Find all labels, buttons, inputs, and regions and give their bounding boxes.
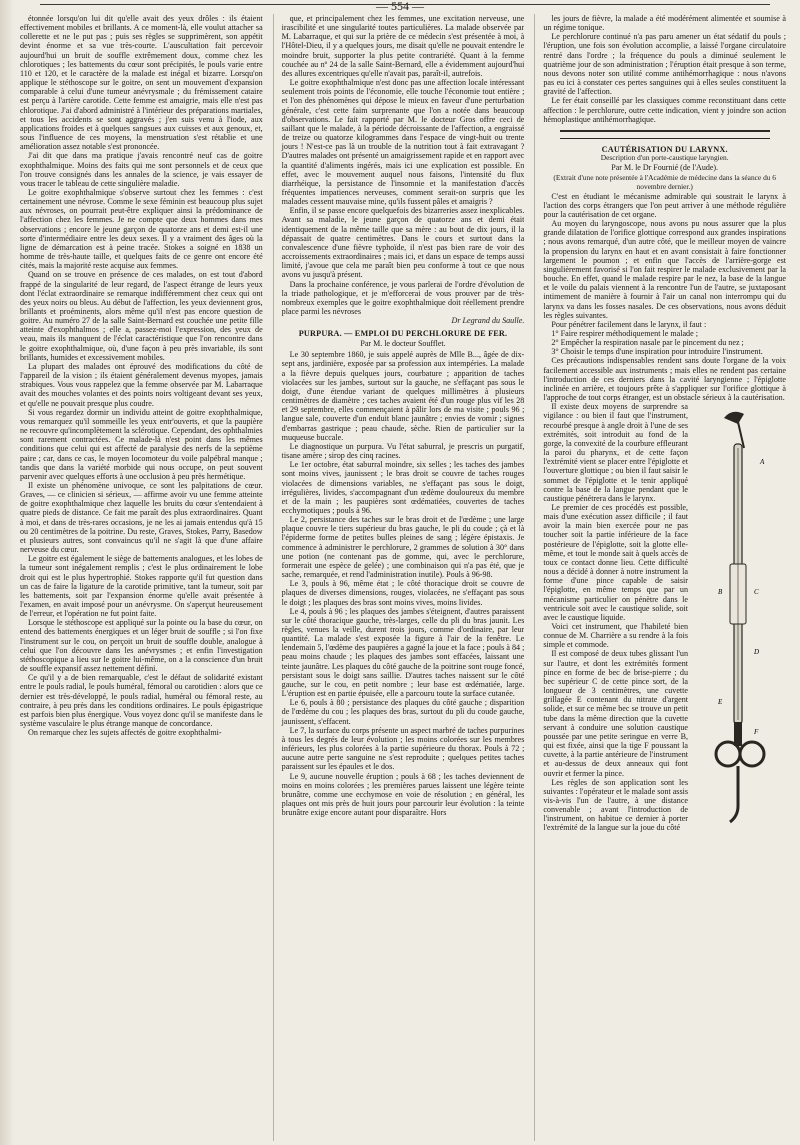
paragraph: On remarque chez les sujets affectés de goitre exophthalmi- xyxy=(28,728,222,738)
paragraph: Il existe deux moyens de surprendre sa vigilance : ou bien il faut que l'instrument, recourbé presque à angle droit à l'une de ses extrémités, soit introduit au fond de la gorge, la convexité de la courbure effleurant la paroi du pharynx, et de cette façon l'extrémité vient se placer entre l'épiglotte et l'ouverture glottique ; ou bien il faut saisir le sommet de l'épiglotte et le tenir appliqué contre la base de la langue pendant que le caustique pénétrera dans le larynx. xyxy=(543,402,689,503)
figure-label-d: D xyxy=(754,648,760,657)
paragraph: Le 30 septembre 1860, je suis appelé auprès de Mlle B..., âgée de dix-sept ans, jardinière, exposée par sa profession aux intempéries. La malade a la fièvre depuis quelques jours, courbature ; apparition de taches violacées sur les jambes, surtout sur la gauche, ne s'effaçant pas sous le doigt, d'une étendue variant de quelques millimètres à plusieurs centimètres de diamètre ; ces taches avaient été d'un rouge plus vif les 28 et 29 septembre, elles commençaient à pâlir lors de ma visite ; pouls 96 ; langue sale, couverte d'un enduit blanc jaunâtre ; envies de vomir ; signes d'embarras gastrique ; peau chaude, sèche. Rien de particulier sur la muqueuse buccale. xyxy=(281,350,525,442)
paragraph: Ces précautions indispensables rendent sans doute l'organe de la voix facilement accessible aux instruments ; mais elles ne rendent pas certaine l'introduction de ces derniers dans la cavité laryngienne ; l'épiglotte inclinée en arrière, et toujours prête à s'appliquer sur l'orifice glottique à l'approche de tout corps étranger, est un obstacle sérieux à la cautérisation. xyxy=(543,356,787,403)
list-item: 2° Empêcher la respiration nasale par le pincement du nez ; xyxy=(551,338,744,348)
list-item: 1° Faire respirer méthodiquement le malade ; xyxy=(551,329,698,338)
paragraph: Pour pénétrer facilement dans le larynx, il faut : xyxy=(551,319,707,329)
paragraph: La plupart des malades ont éprouvé des modifications du côté de l'appareil de la vision ; ils étaient généralement devenus myopes, jamais strabiques. Vous vous rappelez que la femme observée par M. Labarraque avait des mouches volantes et des points noirs voltigeant devant ses yeux, et qu'elle ne pouvait presque plus coudre. xyxy=(20,361,263,408)
page-number: — 554 — xyxy=(376,0,424,13)
paragraph: Quand on se trouve en présence de ces malades, on est tout d'abord frappé de la singularité de leur regard, de l'aspect étrange de leurs yeux dont l'éclat extraordinaire se remarque indifféremment chez ceux qui ont des yeux noirs ou bleus. Au début de l'affection, les yeux deviennent gros, brillants et proéminents, alors même qu'il n'est pas encore question de goitre. Au numéro 27 de la salle Saint-Bernard est couchée une petite fille atteinte d'exophthalmos ; elle a, passez-moi l'expression, des yeux de veau, mais ils manquent de l'éclat caractéristique que l'on rencontre dans le goitre exophthalmique, où, d'une façon à peu près invariable, ils sont brillants, humides et excessivement mobiles. xyxy=(20,270,263,362)
paragraph: Le 3, pouls à 96, même état ; le côté thoracique droit se couvre de plaques de diverses dimensions, rouges, violacées, ne s'effaçant pas sous le doigt ; les plaques des bras sont moins vives, moins livides. xyxy=(281,579,525,607)
paragraph: Il est composé de deux tubes glissant l'un sur l'autre, et dont les extrémités forment pince en forme de bec de brise-pierre ; du bec supérieur C de cette pince sort, de la longueur de 3 centimètres, une cuvette grillagée E contenant du nitrate d'argent solide, et sur ce même bec se trouve un petit tube dans la même direction que la cuvette servant à conduire une solution caustique poussée par une petite seringue en verre B, qui est fixée, ainsi que la tige F poussant la cuvette, à la partie antérieure de l'instrument et au-dessus de deux anneaux qui font ouvrir et fermer la pince. xyxy=(543,649,689,778)
header-rule xyxy=(40,4,770,5)
paragraph: Le goitre est également le siège de battements analogues, et les lobes de la tumeur sont inégalement remplis ; c'est le plus ordinairement le lobe droit qui est le plus hypertrophié. Stokes rapporte qu'il fut question dans un cas de faire la ligature de la carotide primitive, tant la tumeur, soit par les battements, soit par l'expansion énorme qu'elle avait présentée à l'examen, en avait imposé pour un anévrysme. On s'aperçut heureusement de l'erreur, et l'opération ne fut point faite. xyxy=(20,554,263,619)
paragraph: Voici cet instrument, que l'habileté bien connue de M. Charrière a su rendre à la fois simple et commode. xyxy=(543,622,689,650)
figure-label-f: F xyxy=(754,728,759,737)
figure-label-c: C xyxy=(754,588,759,597)
text-columns xyxy=(20,14,786,1141)
figure-label-b: B xyxy=(718,588,723,597)
pince-tip xyxy=(724,412,744,424)
figure-label-e: E xyxy=(718,698,723,707)
paragraph: que, et principalement chez les femmes, une excitation nerveuse, une irascibilité et une singularité toutes particulières. La malade observée par M. Labarraque, et qui sur la prière de ce médecin s'est présentée à moi, à l'Hôtel-Dieu, il y a quelques jours, me disait qu'elle ne pouvait entendre le moindre bruit, supporter la plus petite contrariété. Quant à la femme couchée au nº 24 de la salle Saint-Bernard, elle a évidemment aujourd'hui des allures excentriques qu'elle n'avait pas, paraît-il, autrefois. xyxy=(281,14,525,78)
instrument-illustration xyxy=(694,404,786,834)
paragraph: Les règles de son application sont les suivantes : l'opérateur et le malade sont assis vis-à-vis l'un de l'autre, à une distance convenable ; avant l'introduction de l'instrument, on habitue ce dernier à porter l'extrémité de la langue sur la joue du côté xyxy=(543,777,689,833)
laryngeal-instrument-figure xyxy=(694,404,786,834)
column-middle xyxy=(273,14,525,1141)
article-author: Par M. le docteur Soufflet. xyxy=(360,339,446,349)
article-author: Par M. le Dr Fournié (de l'Aude). xyxy=(611,163,719,173)
paragraph: Ce qu'il y a de bien remarquable, c'est le défaut de solidarité existant entre le pouls radial, le pouls huméral, fémoral ou carotidien : alors que ce dernier est très-développé, le pouls radial, huméral ou fémoral reste, au contraire, à peu près dans les conditions ordinaires. Le pouls épigastrique est parfois bien plus énergique. Vous voyez donc qu'il se manifeste dans le système vasculaire le plus étrange manque de concordance. xyxy=(20,673,263,729)
paragraph: Le fer était conseillé par les classiques comme reconstituant dans cette affection : le perchlorure, outre cette indication, vient y joindre son action hémoplastique antihémorrhagique. xyxy=(543,96,787,124)
list-item: 3° Choisir le temps d'une inspiration pour introduire l'instrument. xyxy=(551,347,763,357)
paragraph: Le perchlorure continué n'a pas paru amener un état sédatif du pouls ; l'éruption, une fois son évolution accomplie, a laissé l'organe circulatoire rentré dans l'ordre ; la fréquence du pouls a diminué seulement le quatrième jour de son administration ; l'éruption était presque à son terme, nous devons noter son utilité comme antihémorrhagique : nous n'avons pas eu ici à constater ces pertes sanguines qui à elles seules constituent la gravité de l'affection. xyxy=(543,32,787,97)
paragraph: les jours de fièvre, la malade a été modérément alimentée et soumise à un régime tonique. xyxy=(543,14,787,33)
paragraph: Si vous regardez dormir un individu atteint de goitre exophthalmique, vous remarquez qu'il sommeille les yeux entr'ouverts, et que la paupière ne recouvre qu'incomplètement la sclérotique. Cependant, des ophthalmies sont rarement contractées. Ce malade-là n'est point dans les mêmes conditions que celui qui est affecté de paralysie des nerfs de la septième paire ; car, dans ce cas, le moyen locomoteur du voile palpébral manque ; tandis que dans la variété morbide qui nous occupe, on peut souvent parvenir avec quelques efforts à une occlusion à peu près hermétique. xyxy=(20,407,263,481)
article-note: (Extrait d'une note présentée à l'Académie de médecine dans la séance du 6 novembre dernier.) xyxy=(553,173,776,192)
section-divider-ornament xyxy=(560,130,770,139)
paragraph: C'est en étudiant le mécanisme admirable qui soustrait le larynx à l'action des corps étrangers que l'on peut arriver à une méthode régulière pour la cautérisation de cet organe. xyxy=(543,191,787,219)
paragraph: Le 6, pouls à 80 ; persistance des plaques du côté gauche ; disparition de l'œdème du cou ; les plaques des bras, surtout du pli du coude gauche, jaunissent, s'effacent. xyxy=(281,698,525,726)
handle-stem xyxy=(734,722,742,746)
handle-ring-right xyxy=(740,742,764,766)
paragraph: Le diagnostique un purpura. Vu l'état saburral, je prescris un purgatif, tisane amère ; sirop des cinq racines. xyxy=(281,441,525,461)
article-title: CAUTÉRISATION DU LARYNX. xyxy=(601,144,728,154)
paragraph: J'ai dit que dans ma pratique j'avais rencontré neuf cas de goitre exophthalmique. Moins des faits qui me sont personnels et de ceux que l'on trouve consignés dans les annales de la science, je vais essayer de vous tracer le tableau de cette singulière maladie. xyxy=(20,151,263,188)
article-subtitle: Description d'un porte-caustique laryngien. xyxy=(600,152,729,162)
paragraph: Le premier de ces procédés est possible, mais d'une exécution assez difficile ; il faut avoir la main bien exercée pour ne pas toucher soit la partie inférieure de la face postérieure de l'épiglotte, soit la glotte elle-même, et tout le monde sait à quels accès de toux ce contact donne lieu. Cette difficulté nous a décidé à donner à notre instrument la forme d'une pince capable de saisir l'épiglotte, en même temps que par un mécanisme particulier on pénètre dans le ventricule soit avec le caustique solide, soit avec le caustique liquide. xyxy=(543,502,689,622)
paragraph: Il existe un phénomène univoque, ce sont les palpitations de cœur. Graves, — ce clinicien si sérieux, — affirme avoir vu une femme atteinte de goitre exophthalmique chez laquelle les bruits du cœur s'entendaient à quatre pieds de distance. Ce fait me paraît des plus extraordinaires. Quant à moi, et dans de très-rares occasions, je ne les ai jamais entendus qu'à 15 ou 20 centimètres de la poitrine. Du reste, Graves, Stokes, Parry, Basedow et plusieurs autres, sont convaincus qu'il ne s'agit là que d'une affaire nerveuse du cœur. xyxy=(20,480,263,555)
paragraph: Le 2, persistance des taches sur le bras droit et de l'œdème ; une large plaque couvre le tiers supérieur du bras gauche, le pli du coude ; çà et là l'épiderme forme de petites bulles pleines de sang ; légère épistaxis. Je commence à administrer le perchlorure, 2 grammes de solution à 30° dans une potion (ne contenant pas de gomme, qui, avec le perchlorure, formerait une espèce de gelée) ; une combinaison qui n'a pas été, que je sache, remarquée, et rend l'administration inutile). Pouls à 96-98. xyxy=(281,515,525,580)
paragraph: Le 9, aucune nouvelle éruption ; pouls à 68 ; les taches deviennent de moins en moins colorées ; les premières parues laissent une légère teinte brunâtre, comme une ecchymose en voie de résolution ; en général, les plaques ont mis près de huit jours pour parcourir leur évolution : la teinte brunâtre exige encore autant pour disparaître. Hors xyxy=(281,771,525,818)
paragraph: Au moyen du laryngoscope, nous avons pu nous assurer que la plus grande dilatation de l'orifice glottique correspond aux grandes inspirations ; nous avons remarqué, d'un autre côté, que le meilleur moyen de vaincre la propension du larynx en haut et en avant consistait à faire fonctionner largement le poumon ; et enfin que l'accès de l'arrière-gorge est singulièrement favorisé si l'on fait respirer le malade exclusivement par la bouche. En effet, quand le malade respire par le nez, la base de la langue et le voile du palais viennent à la rencontre l'un de l'autre, se juxtaposant intimement de manière à fournir à l'air un canal non interrompu qui du larynx va dans les fosses nasales. De ces observations, nous avons déduit les règles suivantes. xyxy=(543,219,787,320)
paragraph: Enfin, il se passe encore quelquefois des bizarreries assez inexplicables. Avant sa maladie, le jeune garçon de quatorze ans et demi était identiquement de la même taille que sa mère : au bout de dix jours, il la dépassait de quatre centimètres. Dans le cours et surtout dans la convalescence d'une fièvre typhoïde, il n'est pas bien rare de voir des accroissements extraordinaires ; mais ici, et dans un espace de temps aussi limité, j'avoue que cela me paraît bien peu conforme à tout ce que nous avons vu jusqu'à présent. xyxy=(281,206,525,280)
figure-label-a: A xyxy=(760,458,765,467)
paragraph: étonnée lorsqu'on lui dit qu'elle avait des yeux drôles : ils étaient effectivement mobiles et brillants. A ce moment-là, elle voulut attacher sa collerette et ne le put pas ; puis ses règles se supprimèrent, son appétit devint énorme et sa vue très-courte. L'auscultation fait percevoir aujourd'hui un bruit de souffle extrêmement doux, comme chez les chlorotiques ; les battements du cœur sont précipités, le pouls varie entre 110 et 120, et le caractère de la malade est inégal et bizarre. Lorsqu'on applique le stéthoscope sur le goitre, on sent un mouvement d'expansion comparable à celui d'une tumeur anévrysmale ; du frémissement cataire est perçu à l'artère carotide. Cette femme est amaigrie, mais elle n'est pas chlorotique. J'ai d'abord administré à l'intérieur des préparations martiales, et tous les accidents se sont aggravés ; j'en suis venu à l'iode, aux applications froides et à quelques sangsues aux cuisses et aux genoux, et, sous l'influence de ces moyens, la menstruation s'est rétablie et une amélioration assez notable s'est prononcée. xyxy=(20,14,263,152)
paragraph: Le goitre exophthalmique n'est donc pas une affection locale intéressant seulement trois points de l'économie, elle touche l'économie tout entière ; et l'on des phénomènes qui dépose le mieux en faveur d'une perturbation générale, c'est cette faim surprenante que l'on a notée dans beaucoup d'observations. Le fait rapporté par M. le docteur Gros offre ceci de saillant que le malade, à la période décroissante de l'affection, a engraissé de treize ou quatorze kilogrammes dans l'espace de vingt-huit ou trente jours ! N'est-ce pas là un trouble de la nutrition tout à fait extravagant ? D'autres malades ont présenté un amaigrissement rapide et en rapport avec la quantité d'aliments ingérés, mais ici une explication est possible. En effet, avec le mouvement auquel nous faisons, l'intensité du flux diarrhéique, la persistance de l'insomnie et la manifestation d'accès fréquentes impatiences nerveuses, comment serait-on surpris que les malades cessent mauvaise mine, qu'ils fussent pâles et amaigris ? xyxy=(281,78,525,207)
handle-hook xyxy=(730,766,738,822)
column-left xyxy=(20,14,263,1141)
author-signature: Dr Legrand du Saulle. xyxy=(451,316,525,326)
paragraph: Lorsque le stéthoscope est appliqué sur la pointe ou la base du cœur, on entend des battements énergiques et un léger bruit de souffle ; si l'on fixe l'instrument sur le cou, on perçoit un bruit de souffle double, analogue à celui que l'on découvre dans les anévrysmes ; et enfin l'investigation stéthoscopique a lieu sur le goitre lui-même, on a la conscience d'un bruit de souffle expansif assez nettement défini. xyxy=(20,618,263,674)
paragraph: Le 7, la surface du corps présente un aspect marbré de taches purpurines à tous les degrés de leur évolution ; les moins colorées sur les membres inférieurs, les plus colorées à la partie supérieure du thorax. Pouls à 72 ; aucune autre perte sanguine ne s'est reproduite ; quelques petites taches paraissent sur les épaules et le dos. xyxy=(281,725,525,772)
column-right xyxy=(534,14,786,1141)
paragraph: Le 1er octobre, état saburral moindre, six selles ; les taches des jambes sont moins vives, jaunissent ; le bras droit se couvre de taches rouges violacées de dimensions variables, ne s'effaçant pas sous le doigt, irrégulières, livides, s'accompagnant d'un œdème douloureux du membre et de la main ; les paupières sont œdématiées, couvertes de taches ecchymotiques ; pouls à 96. xyxy=(281,460,525,515)
paragraph: Dans la prochaine conférence, je vous parlerai de l'ordre d'évolution de la triade pathologique, et je m'efforcerai de vous prouver par de très-nombreux exemples que le goitre exophthalmique doit réellement prendre place parmi les névroses xyxy=(281,279,525,316)
article-title: PURPURA. — EMPLOI DU PERCHLORURE DE FER. xyxy=(298,329,508,339)
page-edge-shadow xyxy=(0,0,14,1145)
paragraph: Le 4, pouls à 96 ; les plaques des jambes s'éteignent, d'autres paraissent sur le côté thoracique gauche, très-larges, celle du pli du bras jaunit. Les règles, venues la veille, durent trois jours, comme d'ordinaire, par leur quantité. La malade s'est exposée la figure à l'air de la fenêtre. Le lendemain 5, l'œdème des paupières a gagné la joue et la face ; pouls à 84 ; peau moins chaude ; les plaques des jambes sont effacées, laissant une teinte jaunâtre. Les plaques du côté gauche de la poitrine sont rouge foncé, persistant sous le doigt sans saillie. D'autres taches naissent sur le côté gauche, sur le cou, en petit nombre ; leur base est œdématiée, large. L'éruption est en partie épuisée, elle a parcouru toute la surface cutanée. xyxy=(281,606,525,699)
paragraph: Le goitre exophthalmique s'observe surtout chez les femmes : c'est certainement une névrose. Comme le sexe féminin est beaucoup plus sujet aux névroses, on pourrait peut-être expliquer ainsi la prédominance de l'affection chez les femmes. Je ne compte que deux hommes dans mes observations ; encore le jeune garçon de quatorze ans et demi est-il une sorte d'intermédiaire entre les deux sexes. Il y a vraiment des âges où la ligne de démarcation est à peine tracée. Stokes a soigné en 1838 un homme de très-haute taille, et quelques faits de ce genre ont encore été cités, mais la majorité reste acquise aux femmes. xyxy=(20,187,263,271)
